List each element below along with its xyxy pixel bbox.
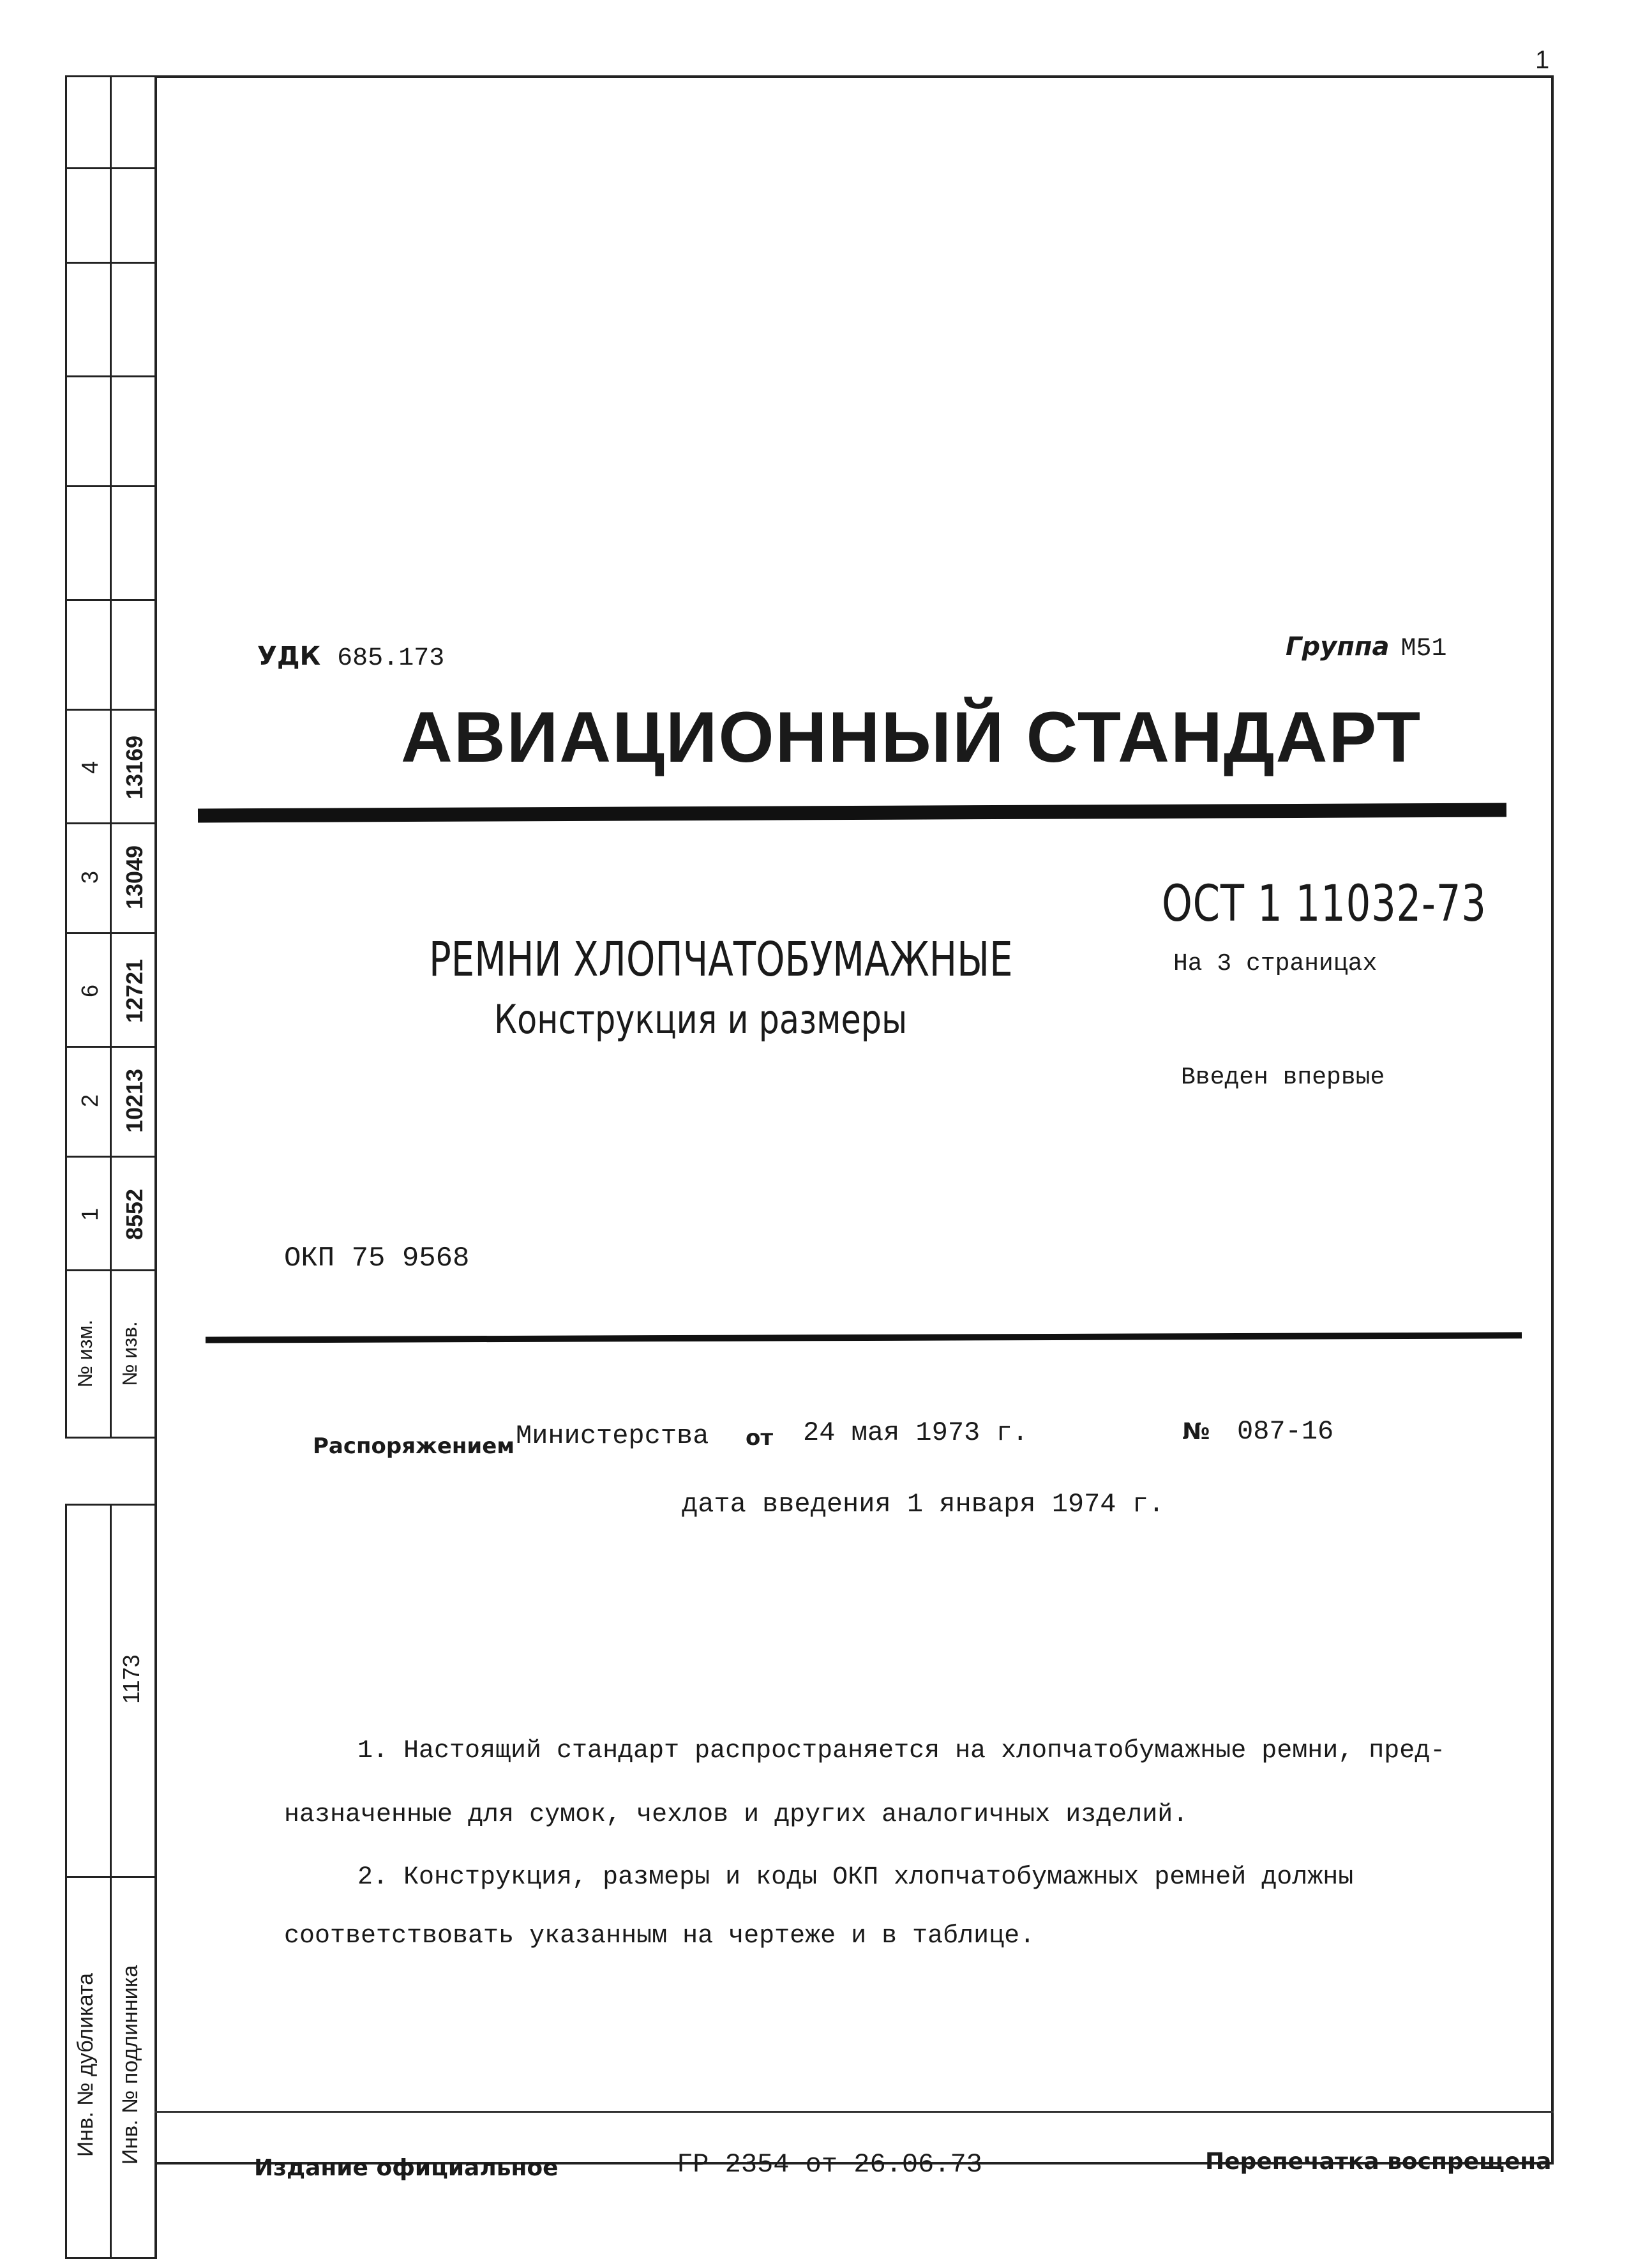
izv-label: № изв.: [118, 1321, 141, 1386]
change-izm: 4: [77, 760, 103, 774]
introduction-date: дата введения 1 января 1974 г.: [682, 1489, 1165, 1520]
strip-row-line: [65, 1156, 154, 1158]
page-count: На 3 страницах: [1173, 950, 1378, 978]
paragraph-2-line-1: 2. Конструкция, размеры и коды ОКП хлопчатобумажных ремней должны: [357, 1863, 1354, 1892]
main-title: АВИАЦИОННЫЙ СТАНДАРТ: [401, 697, 1422, 777]
change-izm: 6: [77, 984, 103, 998]
decree-ot: от: [746, 1425, 774, 1451]
standard-subtitle-text: Конструкция и размеры: [494, 996, 908, 1043]
decree-label: Распоряжением: [313, 1433, 515, 1459]
paragraph-2-line-2: соответствовать указанным на чертеже и в таблице.: [284, 1922, 1035, 1951]
paragraph-1-line-2: назначенные для сумок, чехлов и других аналогичных изделий.: [284, 1801, 1189, 1829]
frame-left-line: [154, 75, 157, 2259]
header-thick-rule: [198, 803, 1506, 823]
strip-row-line: [65, 932, 154, 934]
group-value: М51: [1400, 635, 1447, 663]
strip-row-line: [65, 1269, 154, 1271]
strip-column-divider: [110, 75, 112, 1439]
original-inventory-label: Инв. № подлинника: [118, 1965, 142, 2165]
change-izm: 3: [77, 870, 103, 884]
footer-official-edition: Издание официальное: [254, 2155, 559, 2181]
decree-number-sign: №: [1182, 1419, 1210, 1445]
strip-row-line: [65, 822, 154, 824]
paragraph-1-line-1: 1. Настоящий стандарт распространяется на хлопчатобумажные ремни, пред-: [357, 1737, 1446, 1765]
strip-row-line: [65, 375, 154, 377]
footer-registration: ГР 2354 от 26.06.73: [677, 2149, 982, 2180]
section-rule: [206, 1332, 1522, 1343]
strip-row-line: [65, 485, 154, 487]
page-number: 1: [1535, 46, 1550, 74]
standard-code-text: ОСТ 1 11032-73: [1162, 875, 1487, 933]
strip-row-line: [65, 599, 154, 601]
standard-title-text: РЕМНИ ХЛОПЧАТОБУМАЖНЫЕ: [429, 932, 1013, 987]
frame-right-line: [1551, 75, 1554, 2165]
duplicate-inventory-label: Инв. № дубликата: [73, 1973, 98, 2157]
strip-column-divider: [110, 1504, 112, 2259]
standard-title: [429, 932, 1178, 987]
original-inventory-number: 1173: [118, 1654, 144, 1704]
udk-value: 685.173: [337, 644, 445, 673]
standard-subtitle: [494, 996, 998, 1043]
udk-line: [257, 642, 444, 673]
udk-label: УДК: [257, 642, 321, 671]
strip-row-line: [65, 262, 154, 264]
group-label: Группа: [1286, 632, 1390, 661]
change-izv: 8552: [121, 1188, 147, 1241]
decree-date: 24 мая 1973 г.: [803, 1417, 1028, 1448]
strip-row-line: [65, 167, 154, 169]
change-izv: 12721: [121, 958, 147, 1024]
footer-reprint-prohibited: Перепечатка воспрещена: [1205, 2149, 1552, 2175]
strip-row-line: [65, 709, 154, 711]
change-izv: 13169: [121, 735, 147, 800]
decree-number: 087-16: [1237, 1416, 1334, 1447]
strip-row-line: [65, 1876, 154, 1878]
footer-divider: [154, 2111, 1554, 2113]
decree-ministry: Министерства: [516, 1421, 709, 1451]
change-izm: 2: [77, 1094, 103, 1108]
group-line: [1286, 632, 1446, 663]
strip-row-line: [65, 1046, 154, 1048]
okp-code: ОКП 75 9568: [284, 1243, 470, 1274]
change-izv: 10213: [121, 1068, 147, 1133]
change-izv: 13049: [121, 845, 147, 910]
change-izm: 1: [77, 1207, 103, 1221]
izm-label: № изм.: [73, 1319, 96, 1388]
frame-top-line: [154, 75, 1552, 78]
standard-code: [1162, 875, 1578, 933]
introduced-note: Введен впервые: [1181, 1064, 1385, 1091]
